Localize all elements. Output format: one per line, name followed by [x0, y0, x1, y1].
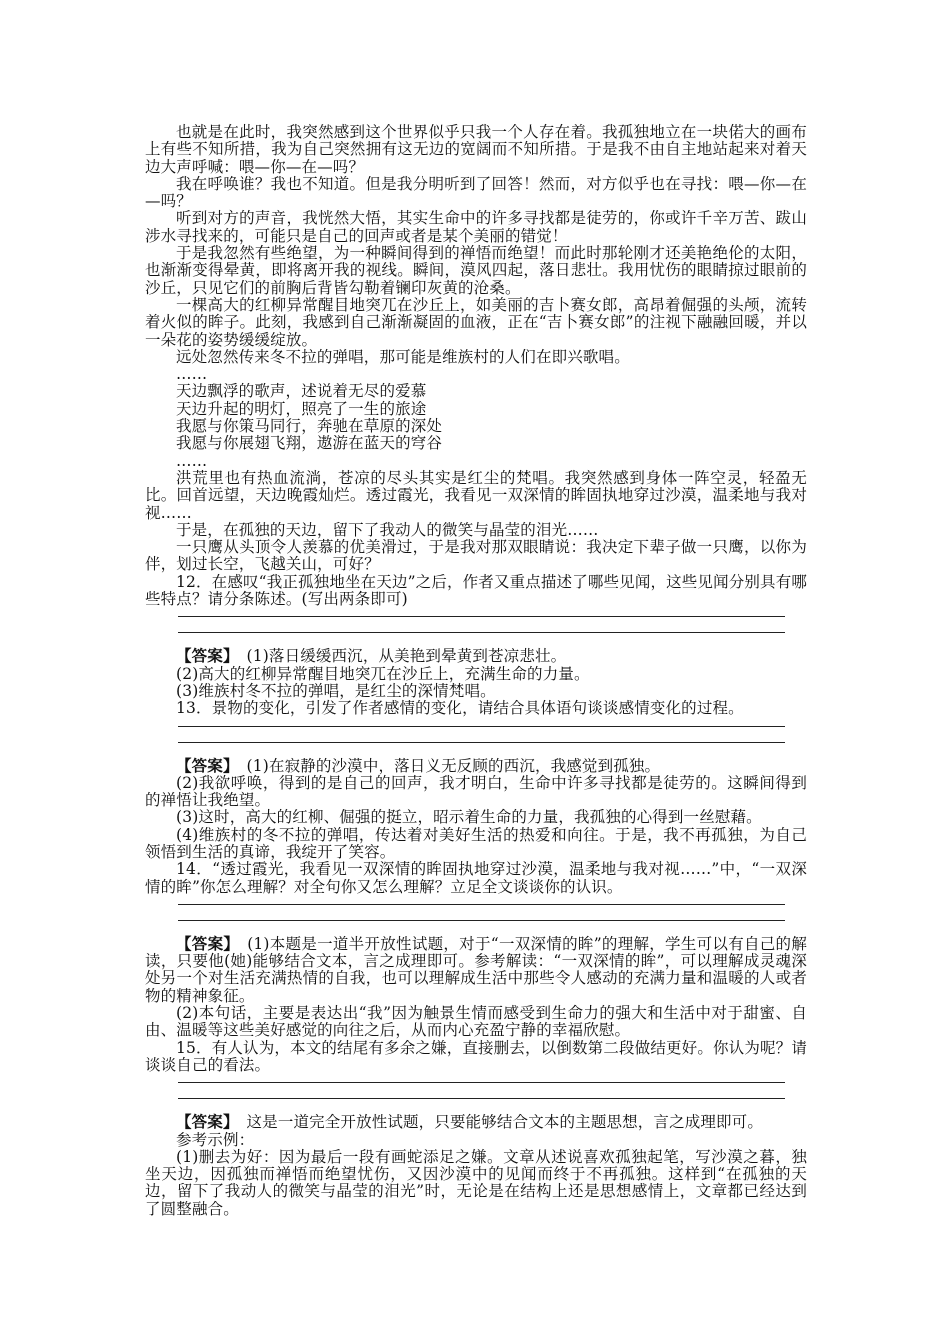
blank-line — [178, 616, 785, 617]
answer-13-line-4: (4)维族村的冬不拉的弹唱，传达着对美好生活的热爱和向往。于是，我不再孤独，为自己领悟到生活的真谛，我绽开了笑容。 — [145, 825, 807, 861]
answer-13-line-2: (2)我欲呼唤，得到的是自己的回声，我才明白，生命中许多寻找都是徒劳的。这瞬间得到的禅悟让我绝望。 — [145, 773, 807, 810]
song-verse-3: 我愿与你策马同行，奔驰在草原的深处 — [176, 417, 443, 436]
answer-tag: 【答案】 — [176, 1112, 231, 1132]
question-14: 14．“透过霞光，我看见一双深情的眸固执地穿过沙漠，温柔地与我对视……”中，“一双深情的眸”你怎么理解？对全句你又怎么理解？立足全文谈谈你的认识。 — [145, 860, 807, 896]
passage-paragraph-1: 也就是在此时，我突然感到这个世界似乎只我一个人存在着。我孤独地立在一块偌大的画布上有些不知所措，我为自己突然拥有这无边的宽阔而不知所措。于是我不由自主地站起来对着天边大声呼喊：喂—你—在—吗？ — [145, 123, 807, 176]
answer-15-line-1: 【答案】 这是一道完全开放性试题，只要能够结合文本的主题思想，言之成理即可。 — [176, 1112, 763, 1132]
answer-tag: 【答案】 — [176, 933, 232, 953]
answer-12-line-3: (3)维族村冬不拉的弹唱，是红尘的深情梵唱。 — [176, 681, 496, 700]
blank-line — [178, 904, 785, 905]
answer-14-line-1: 【答案】 (1)本题是一道半开放性试题，对于“一双深情的眸”的理解，学生可以有自己的解读，只要他(她)能够结合文本，言之成理即可。参考解读：“一双深情的眸”，可以理解成灵魂深处另一个对生活充满热情的自我，也可以理解成生活中那些令人感动的充满力量和温暖的人或者物的精神象征。 — [145, 933, 807, 1005]
answer-12-line-2: (2)高大的红柳异常醒目地突兀在沙丘上，充满生命的力量。 — [176, 664, 590, 683]
question-13: 13．景物的变化，引发了作者感情的变化，请结合具体语句谈谈感情变化的过程。 — [176, 699, 744, 718]
passage-paragraph-8: 于是，在孤独的天边，留下了我动人的微笑与晶莹的泪光…… — [176, 520, 599, 539]
question-15: 15．有人认为，本文的结尾有多余之嫌，直接删去，以倒数第二段做结更好。你认为呢？请谈谈自己的看法。 — [145, 1038, 807, 1074]
blank-line — [178, 1082, 785, 1083]
song-verse-4: 我愿与你展翅飞翔，遨游在蓝天的穹谷 — [176, 434, 443, 453]
blank-line — [178, 920, 785, 921]
passage-paragraph-2: 我在呼唤谁？我也不知道。但是我分明听到了回答！然而，对方似乎也在寻找：喂—你—在—吗？ — [145, 174, 807, 211]
passage-paragraph-4: 于是我忽然有些绝望，为一种瞬间得到的禅悟而绝望！而此时那轮刚才还美艳绝伦的太阳，也渐渐变得晕黄，即将离开我的视线。瞬间，漠风四起，落日悲壮。我用忧伤的眼睛掠过眼前的沙丘，只见它们的前胸后背皆勾勒着镧印灰黄的沧桑。 — [145, 244, 807, 297]
answer-blank-lines — [145, 608, 807, 641]
passage-paragraph-3: 听到对方的声音，我恍然大悟，其实生命中的许多寻找都是徒劳的，你或许千辛万苦、跋山涉水寻找来的，可能只是自己的回声或者是某个美丽的错觉！ — [145, 209, 807, 245]
blank-line — [178, 632, 785, 633]
question-12: 12．在感叹“我正孤独地坐在天边”之后，作者又重点描述了哪些见闻，这些见闻分别具有哪些特点？请分条陈述。(写出两条即可) — [145, 572, 807, 609]
answer-13-line-3: (3)这时，高大的红柳、倔强的挺立，昭示着生命的力量，我孤独的心得到一丝慰藉。 — [176, 808, 762, 827]
answer-15-line-3: (1)删去为好：因为最后一段有画蛇添足之嫌。文章从述说喜欢孤独起笔，写沙漠之暮，独坐天边，因孤独而禅悟而绝望忧伤，又因沙漠中的见闻而终于不再孤独。这样到“在孤独的天边，留下了我动人的微笑与晶莹的泪光”时，无论是在结构上还是思想感情上，文章都已经达到了圆整融合。 — [145, 1147, 807, 1218]
answer-14-line-2: (2)本句话，主要是表达出“我”因为触景生情而感受到生命力的强大和生活中对于甜蜜、自由、温暖等这些美好感觉的向往之后，从而内心充盈宁静的幸福欣慰。 — [145, 1004, 807, 1040]
passage-paragraph-7: 洪荒里也有热血流淌，苍凉的尽头其实是红尘的梵唱。我突然感到身体一阵空灵，轻盈无比。回首远望，天边晚霞灿烂。透过霞光，我看见一双深情的眸固执地穿过沙漠，温柔地与我对视…… — [145, 468, 807, 522]
answer-blank-lines — [145, 718, 807, 751]
song-verse-1: 天边飘浮的歌声，述说着无尽的爱慕 — [176, 382, 427, 401]
passage-paragraph-9: 一只鹰从头顶令人羡慕的优美滑过，于是我对那双眼睛说：我决定下辈子做一只鹰，以你为伴，划过长空，飞越关山，可好？ — [145, 538, 807, 574]
answer-blank-lines — [145, 1074, 807, 1107]
answer-tag: 【答案】 — [176, 646, 231, 666]
answer-13-line-1: 【答案】 (1)在寂静的沙漠中，落日义无反顾的西沉，我感觉到孤独。 — [176, 755, 661, 775]
ellipsis-line: …… — [176, 365, 208, 384]
song-verse-2: 天边升起的明灯，照亮了一生的旅途 — [176, 399, 427, 418]
passage-paragraph-5: 一棵高大的红柳异常醒目地突兀在沙丘上，如美丽的吉卜赛女郎，高昂着倔强的头颅，流转着火似的眸子。此刻，我感到自己渐渐凝固的血液，正在“吉卜赛女郎”的注视下融融回暖，并以一朵花的姿势缓缓绽放。 — [145, 295, 807, 349]
answer-12-line-1: 【答案】 (1)落日缓缓西沉，从美艳到晕黄到苍凉悲壮。 — [176, 646, 567, 666]
passage-paragraph-6: 远处忽然传来冬不拉的弹唱，那可能是维族村的人们在即兴歌唱。 — [176, 347, 630, 366]
ellipsis-line: …… — [176, 451, 208, 470]
answer-blank-lines — [145, 896, 807, 929]
document-page — [145, 124, 807, 1218]
answer-15-line-2: 参考示例： — [176, 1130, 255, 1149]
blank-line — [178, 726, 785, 727]
answer-tag: 【答案】 — [176, 755, 231, 775]
blank-line — [178, 742, 785, 743]
blank-line — [178, 1098, 785, 1099]
